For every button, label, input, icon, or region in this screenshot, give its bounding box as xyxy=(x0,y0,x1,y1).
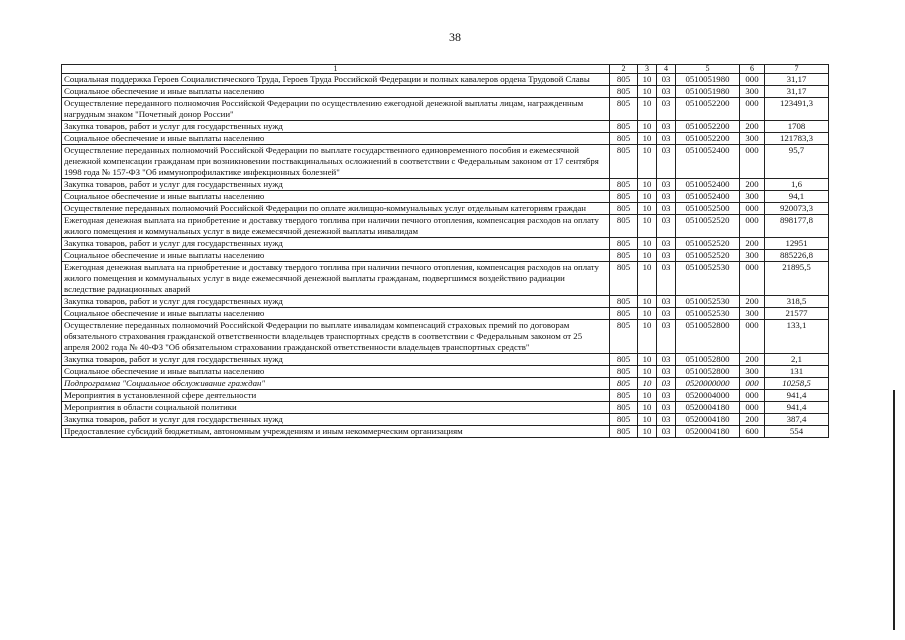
row-section-code: 10 xyxy=(638,354,657,366)
row-item-name: Социальное обеспечение и иные выплаты населению xyxy=(62,86,610,98)
row-subsection-code: 03 xyxy=(657,426,676,438)
row-amount: 21577 xyxy=(765,308,829,320)
row-subsection-code: 03 xyxy=(657,86,676,98)
table-row xyxy=(62,390,829,402)
row-ministry-code: 805 xyxy=(610,414,638,426)
row-amount: 941,4 xyxy=(765,390,829,402)
row-expense-type: 300 xyxy=(740,86,765,98)
row-section-code: 10 xyxy=(638,121,657,133)
row-amount: 920073,3 xyxy=(765,203,829,215)
table-row xyxy=(62,238,829,250)
table-row xyxy=(62,426,829,438)
row-ministry-code: 805 xyxy=(610,98,638,121)
row-amount: 554 xyxy=(765,426,829,438)
row-item-name: Закупка товаров, работ и услуг для государственных нужд xyxy=(62,354,610,366)
row-amount: 885226,8 xyxy=(765,250,829,262)
row-target-code: 0520004180 xyxy=(676,414,740,426)
row-section-code: 10 xyxy=(638,366,657,378)
row-subsection-code: 03 xyxy=(657,320,676,354)
row-expense-type: 300 xyxy=(740,308,765,320)
row-target-code: 0510052400 xyxy=(676,191,740,203)
row-item-name: Социальная поддержка Героев Социалистического Труда, Героев Труда Российской Федерации и полных кавалеров ордена Трудовой Славы xyxy=(62,74,610,86)
row-subsection-code: 03 xyxy=(657,133,676,145)
page-number: 38 xyxy=(449,30,461,44)
row-section-code: 10 xyxy=(638,250,657,262)
row-subsection-code: 03 xyxy=(657,203,676,215)
row-expense-type: 000 xyxy=(740,215,765,238)
column-number-row xyxy=(62,65,829,74)
row-amount: 31,17 xyxy=(765,74,829,86)
row-section-code: 10 xyxy=(638,203,657,215)
row-item-name: Подпрограмма "Социальное обслуживание граждан" xyxy=(62,378,610,390)
row-section-code: 10 xyxy=(638,238,657,250)
table-row xyxy=(62,121,829,133)
row-target-code: 0520004000 xyxy=(676,390,740,402)
row-ministry-code: 805 xyxy=(610,354,638,366)
row-expense-type: 000 xyxy=(740,262,765,296)
row-section-code: 10 xyxy=(638,98,657,121)
row-item-name: Социальное обеспечение и иные выплаты населению xyxy=(62,133,610,145)
row-expense-type: 200 xyxy=(740,238,765,250)
column-header-7: 7 xyxy=(765,65,829,74)
row-ministry-code: 805 xyxy=(610,215,638,238)
table-row xyxy=(62,215,829,238)
row-item-name: Мероприятия в установленной сфере деятельности xyxy=(62,390,610,402)
row-item-name: Закупка товаров, работ и услуг для государственных нужд xyxy=(62,296,610,308)
row-target-code: 0520004180 xyxy=(676,402,740,414)
row-section-code: 10 xyxy=(638,320,657,354)
row-expense-type: 300 xyxy=(740,133,765,145)
row-subsection-code: 03 xyxy=(657,390,676,402)
table-row xyxy=(62,74,829,86)
row-section-code: 10 xyxy=(638,378,657,390)
row-item-name: Социальное обеспечение и иные выплаты населению xyxy=(62,250,610,262)
table-row xyxy=(62,86,829,98)
row-subsection-code: 03 xyxy=(657,414,676,426)
row-subsection-code: 03 xyxy=(657,402,676,414)
column-header-4: 4 xyxy=(657,65,676,74)
row-subsection-code: 03 xyxy=(657,238,676,250)
table-row xyxy=(62,133,829,145)
row-subsection-code: 03 xyxy=(657,308,676,320)
row-item-name: Социальное обеспечение и иные выплаты населению xyxy=(62,191,610,203)
row-section-code: 10 xyxy=(638,133,657,145)
row-item-name: Социальное обеспечение и иные выплаты населению xyxy=(62,366,610,378)
row-amount: 318,5 xyxy=(765,296,829,308)
table-body xyxy=(62,74,829,438)
row-subsection-code: 03 xyxy=(657,74,676,86)
row-target-code: 0510052800 xyxy=(676,366,740,378)
table-row xyxy=(62,145,829,179)
row-ministry-code: 805 xyxy=(610,203,638,215)
row-expense-type: 000 xyxy=(740,390,765,402)
row-subsection-code: 03 xyxy=(657,98,676,121)
row-target-code: 0510052200 xyxy=(676,98,740,121)
row-section-code: 10 xyxy=(638,308,657,320)
column-header-2: 2 xyxy=(610,65,638,74)
row-ministry-code: 805 xyxy=(610,86,638,98)
row-subsection-code: 03 xyxy=(657,215,676,238)
row-expense-type: 300 xyxy=(740,366,765,378)
row-expense-type: 000 xyxy=(740,320,765,354)
row-item-name: Предоставление субсидий бюджетным, автономным учреждениям и иным некоммерческим организациям xyxy=(62,426,610,438)
row-target-code: 0510052400 xyxy=(676,179,740,191)
row-amount: 21895,5 xyxy=(765,262,829,296)
row-target-code: 0510052520 xyxy=(676,215,740,238)
row-section-code: 10 xyxy=(638,191,657,203)
column-header-1: 1 xyxy=(62,65,610,74)
table-row xyxy=(62,296,829,308)
row-target-code: 0510052400 xyxy=(676,145,740,179)
row-subsection-code: 03 xyxy=(657,250,676,262)
row-subsection-code: 03 xyxy=(657,179,676,191)
row-target-code: 0510052800 xyxy=(676,320,740,354)
row-target-code: 0510052800 xyxy=(676,354,740,366)
row-ministry-code: 805 xyxy=(610,191,638,203)
row-amount: 121783,3 xyxy=(765,133,829,145)
row-subsection-code: 03 xyxy=(657,354,676,366)
scan-edge-mark xyxy=(893,390,895,630)
row-item-name: Осуществление переданных полномочий Российской Федерации по выплате инвалидам компенсаций страховых премий по договорам обязательного страхования гражданской ответственности владельцев транспортных средств в соответствии с Федеральным законом от 25 апреля 2002 года № 40-ФЗ "Об обязательном страховании гражданской ответственности владельцев транспортных средств" xyxy=(62,320,610,354)
row-expense-type: 200 xyxy=(740,414,765,426)
row-target-code: 0510052530 xyxy=(676,308,740,320)
row-section-code: 10 xyxy=(638,145,657,179)
column-header-6: 6 xyxy=(740,65,765,74)
row-section-code: 10 xyxy=(638,414,657,426)
row-target-code: 0510052500 xyxy=(676,203,740,215)
row-amount: 133,1 xyxy=(765,320,829,354)
row-ministry-code: 805 xyxy=(610,179,638,191)
row-expense-type: 000 xyxy=(740,74,765,86)
row-item-name: Мероприятия в области социальной политики xyxy=(62,402,610,414)
row-target-code: 0510052200 xyxy=(676,133,740,145)
row-item-name: Ежегодная денежная выплата на приобретение и доставку твердого топлива при наличии печного отопления, компенсация расходов на оплату жилого помещения и коммунальных услуг в виде ежемесячной денежной выплаты гражданам, подвергшимся воздействию радиации вследствие радиационных аварий xyxy=(62,262,610,296)
row-section-code: 10 xyxy=(638,296,657,308)
row-item-name: Закупка товаров, работ и услуг для государственных нужд xyxy=(62,121,610,133)
row-subsection-code: 03 xyxy=(657,262,676,296)
row-section-code: 10 xyxy=(638,74,657,86)
row-amount: 2,1 xyxy=(765,354,829,366)
table-row xyxy=(62,414,829,426)
row-expense-type: 300 xyxy=(740,191,765,203)
row-expense-type: 200 xyxy=(740,179,765,191)
row-expense-type: 200 xyxy=(740,121,765,133)
row-item-name: Закупка товаров, работ и услуг для государственных нужд xyxy=(62,179,610,191)
row-amount: 1,6 xyxy=(765,179,829,191)
row-expense-type: 000 xyxy=(740,98,765,121)
row-section-code: 10 xyxy=(638,426,657,438)
row-expense-type: 000 xyxy=(740,378,765,390)
row-target-code: 0510051980 xyxy=(676,86,740,98)
row-ministry-code: 805 xyxy=(610,145,638,179)
row-expense-type: 300 xyxy=(740,250,765,262)
row-expense-type: 600 xyxy=(740,426,765,438)
column-header-3: 3 xyxy=(638,65,657,74)
row-section-code: 10 xyxy=(638,262,657,296)
table-row xyxy=(62,191,829,203)
row-ministry-code: 805 xyxy=(610,390,638,402)
row-ministry-code: 805 xyxy=(610,250,638,262)
row-ministry-code: 805 xyxy=(610,366,638,378)
table-row xyxy=(62,378,829,390)
row-amount: 941,4 xyxy=(765,402,829,414)
row-subsection-code: 03 xyxy=(657,378,676,390)
row-expense-type: 200 xyxy=(740,354,765,366)
row-ministry-code: 805 xyxy=(610,238,638,250)
column-header-5: 5 xyxy=(676,65,740,74)
row-subsection-code: 03 xyxy=(657,296,676,308)
row-section-code: 10 xyxy=(638,86,657,98)
row-expense-type: 200 xyxy=(740,296,765,308)
row-subsection-code: 03 xyxy=(657,191,676,203)
row-target-code: 0510052200 xyxy=(676,121,740,133)
row-target-code: 0520000000 xyxy=(676,378,740,390)
row-amount: 898177,8 xyxy=(765,215,829,238)
row-ministry-code: 805 xyxy=(610,121,638,133)
row-expense-type: 000 xyxy=(740,203,765,215)
table-row xyxy=(62,308,829,320)
row-target-code: 0520004180 xyxy=(676,426,740,438)
row-subsection-code: 03 xyxy=(657,121,676,133)
row-amount: 1708 xyxy=(765,121,829,133)
table-row xyxy=(62,366,829,378)
row-amount: 131 xyxy=(765,366,829,378)
row-ministry-code: 805 xyxy=(610,296,638,308)
row-target-code: 0510052530 xyxy=(676,296,740,308)
row-section-code: 10 xyxy=(638,402,657,414)
row-ministry-code: 805 xyxy=(610,133,638,145)
row-amount: 31,17 xyxy=(765,86,829,98)
row-target-code: 0510052520 xyxy=(676,250,740,262)
row-item-name: Социальное обеспечение и иные выплаты населению xyxy=(62,308,610,320)
row-ministry-code: 805 xyxy=(610,74,638,86)
row-amount: 10258,5 xyxy=(765,378,829,390)
table-row xyxy=(62,98,829,121)
row-expense-type: 000 xyxy=(740,402,765,414)
row-section-code: 10 xyxy=(638,215,657,238)
table-row xyxy=(62,320,829,354)
row-ministry-code: 805 xyxy=(610,320,638,354)
row-item-name: Осуществление переданных полномочий Российской Федерации по выплате государственного единовременного пособия и ежемесячной денежной компенсации гражданам при возникновении поствакцинальных осложнений в соответствии с Федеральным законом от 17 сентября 1998 года № 157-ФЗ "Об иммунопрофилактике инфекционных болезней" xyxy=(62,145,610,179)
row-amount: 12951 xyxy=(765,238,829,250)
row-amount: 123491,3 xyxy=(765,98,829,121)
row-target-code: 0510052530 xyxy=(676,262,740,296)
row-subsection-code: 03 xyxy=(657,366,676,378)
table-row xyxy=(62,262,829,296)
row-amount: 95,7 xyxy=(765,145,829,179)
row-target-code: 0510052520 xyxy=(676,238,740,250)
table-row xyxy=(62,203,829,215)
row-amount: 387,4 xyxy=(765,414,829,426)
row-target-code: 0510051980 xyxy=(676,74,740,86)
row-ministry-code: 805 xyxy=(610,426,638,438)
row-section-code: 10 xyxy=(638,179,657,191)
row-section-code: 10 xyxy=(638,390,657,402)
table-row xyxy=(62,250,829,262)
row-item-name: Закупка товаров, работ и услуг для государственных нужд xyxy=(62,238,610,250)
row-ministry-code: 805 xyxy=(610,402,638,414)
row-item-name: Ежегодная денежная выплата на приобретение и доставку твердого топлива при наличии печного отопления, компенсация расходов на оплату жилого помещения и коммунальных услуг в виде ежемесячной денежной выплаты инвалидам xyxy=(62,215,610,238)
row-item-name: Осуществление переданных полномочий Российской Федерации по оплате жилищно-коммунальных услуг отдельным категориям граждан xyxy=(62,203,610,215)
row-ministry-code: 805 xyxy=(610,308,638,320)
row-item-name: Закупка товаров, работ и услуг для государственных нужд xyxy=(62,414,610,426)
budget-table xyxy=(61,64,829,438)
table-row xyxy=(62,402,829,414)
row-ministry-code: 805 xyxy=(610,262,638,296)
table-row xyxy=(62,179,829,191)
row-expense-type: 000 xyxy=(740,145,765,179)
row-item-name: Осуществление переданного полномочия Российской Федерации по осуществлению ежегодной денежной выплаты лицам, награжденным нагрудным знаком "Почетный донор России" xyxy=(62,98,610,121)
table-row xyxy=(62,354,829,366)
row-subsection-code: 03 xyxy=(657,145,676,179)
row-ministry-code: 805 xyxy=(610,378,638,390)
row-amount: 94,1 xyxy=(765,191,829,203)
